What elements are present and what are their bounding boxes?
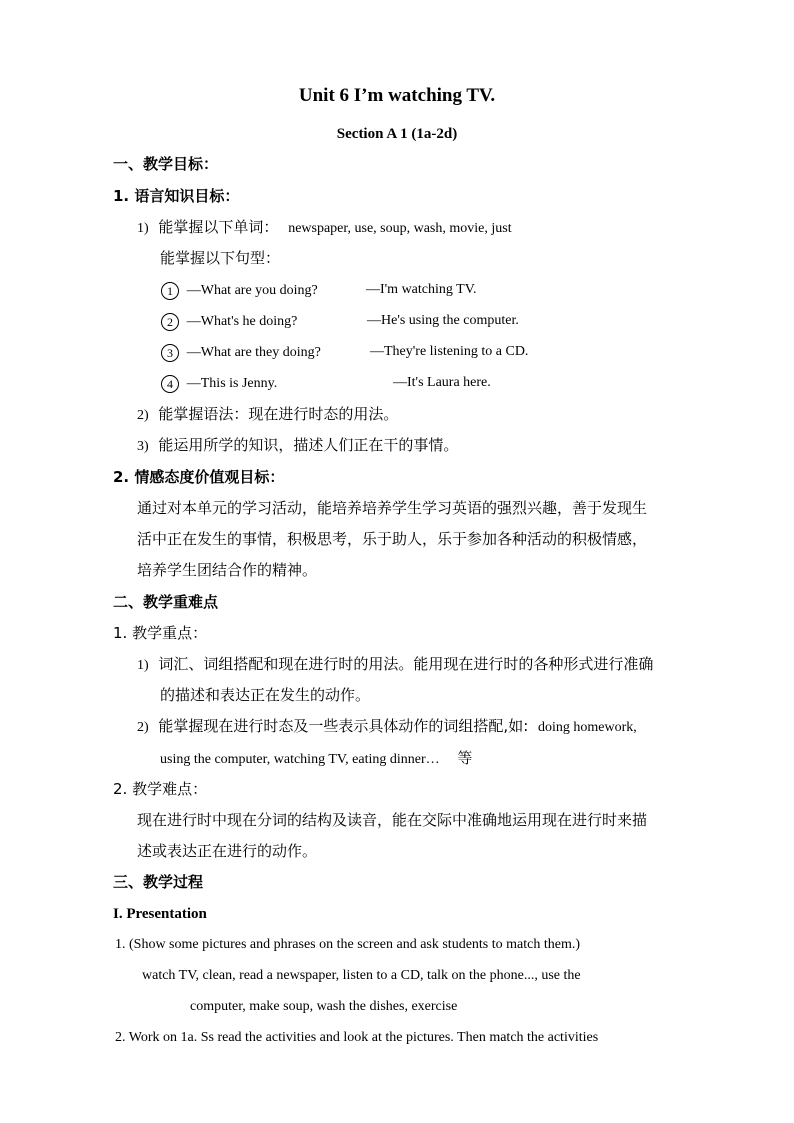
pattern-answer: —He's using the computer. (367, 313, 519, 328)
pattern-row (161, 280, 318, 301)
item-text: 词汇、词组搭配和现在进行时的用法。能用现在进行时的各种形式进行准确 (158, 655, 654, 673)
section-2-sub1: 1. 教学重点： (113, 624, 208, 642)
item-number: 1) (137, 221, 149, 236)
objective-item-2 (137, 404, 398, 426)
pattern-question: —What are they doing? (186, 345, 321, 360)
part-1-heading: I. Presentation (113, 906, 207, 922)
step-1-phrases-cont: computer, make soup, wash the dishes, exercise (190, 999, 458, 1014)
pattern-question: —What are you doing? (186, 283, 318, 298)
item-text-en: doing homework, (538, 720, 637, 735)
key-point-2 (137, 716, 637, 738)
objective-item-3 (137, 435, 458, 457)
circled-number: 4 (161, 375, 179, 393)
page-subtitle: Section A 1 (1a-2d) (336, 126, 458, 142)
step-1: 1. (Show some pictures and phrases on the screen and ask students to match them.) (115, 937, 581, 952)
item-number: 3) (137, 439, 149, 454)
key-point-1-cont: 的描述和表达正在发生的动作。 (160, 686, 371, 704)
etc-mark: 等 (457, 749, 473, 767)
circled-number: 1 (161, 282, 179, 300)
pattern-row (161, 311, 297, 332)
pattern-answer: —It's Laura here. (393, 375, 491, 390)
pattern-answer: —They're listening to a CD. (370, 344, 529, 359)
section-1-sub2: 2. 情感态度价值观目标： (113, 468, 285, 486)
step-2: 2. Work on 1a. Ss read the activities and look at the pictures. Then match the activities (115, 1030, 599, 1045)
item-number: 2) (137, 720, 149, 735)
difficulty-line: 现在进行时中现在分词的结构及读音，能在交际中准确地运用现在进行时来描 (137, 811, 648, 829)
section-2-sub2: 2. 教学难点： (113, 780, 208, 798)
item-number: 1) (137, 658, 149, 673)
paragraph-line: 活中正在发生的事情，积极思考，乐于助人，乐于参加各种活动的积极情感， (137, 530, 648, 548)
pattern-question: —This is Jenny. (186, 376, 278, 391)
section-1-heading: 一、教学目标： (113, 155, 219, 173)
paragraph-line: 通过对本单元的学习活动，能培养培养学生学习英语的强烈兴趣，善于发现生 (137, 499, 648, 517)
pattern-question: —What's he doing? (186, 314, 298, 329)
key-point-2-cont (160, 748, 472, 770)
vocabulary-words: newspaper, use, soup, wash, movie, just (288, 221, 512, 236)
objective-item-1 (137, 217, 512, 239)
pattern-answer: —I'm watching TV. (366, 282, 477, 297)
circled-number: 2 (161, 313, 179, 331)
item-label: 能掌握以下单词： (158, 218, 279, 236)
pattern-row (161, 373, 277, 394)
item-number: 2) (137, 408, 149, 423)
item-text: 能掌握现在进行时态及一些表示具体动作的词组搭配,如: (158, 717, 529, 735)
page-title: Unit 6 I’m watching TV. (298, 85, 496, 106)
patterns-label: 能掌握以下句型： (160, 249, 281, 267)
section-1-sub1: 1. 语言知识目标： (113, 187, 240, 205)
pattern-row (161, 342, 321, 363)
section-3-heading: 三、教学过程 (113, 873, 204, 891)
section-2-heading: 二、教学重难点 (113, 593, 219, 611)
phrase-list: using the computer, watching TV, eating dinner… (160, 752, 440, 767)
circled-number: 3 (161, 344, 179, 362)
step-1-phrases: watch TV, clean, read a newspaper, listen to a CD, talk on the phone..., use the (142, 968, 581, 983)
difficulty-line: 述或表达正在进行的动作。 (137, 842, 318, 860)
item-text: 能运用所学的知识，描述人们正在干的事情。 (158, 436, 459, 454)
paragraph-line: 培养学生团结合作的精神。 (137, 561, 318, 579)
key-point-1 (137, 654, 653, 676)
item-text: 能掌握语法：现在进行时态的用法。 (158, 405, 399, 423)
